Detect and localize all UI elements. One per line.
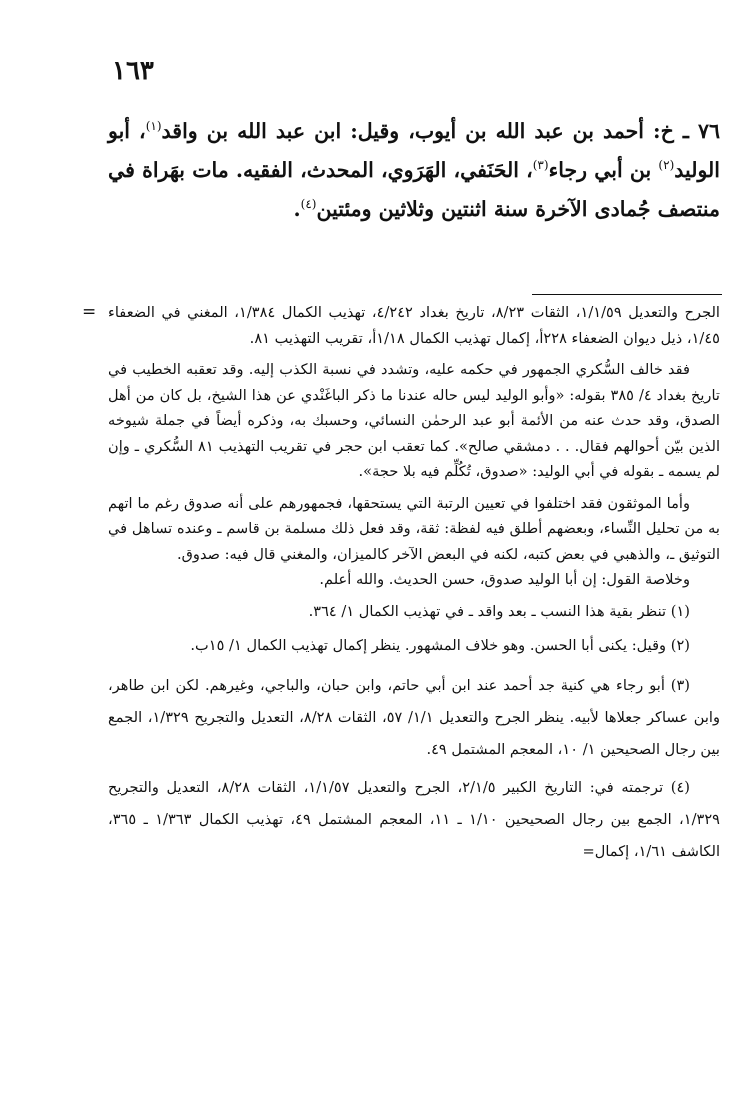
continuation-mark: = xyxy=(82,302,97,322)
entry-text-part-4: ، الحَنَفي، الهَرَوي، المحدث، الفقيه. مات بهَراة في منتصف جُمادى الآخرة سنة اثنتين وثلاثين ومئتين xyxy=(108,158,720,221)
footnote-ref-1[interactable]: (١) xyxy=(145,119,162,134)
footnote-paragraph-sukkari: فقد خالف السُّكري الجمهور في حكمه عليه، وتشدد في نسبة الكذب إليه. وقد تعقبه الخطيب في تاريخ بغداد ٤/ ٣٨٥ بقوله: «وأبو الوليد ليس حاله عندنا ما ذكر الباغَنْدي عن هذا الشيخ، بل كان من أهل الصدق، وقد حدث عنه من الأئمة أبو عبد الرحمٰن النسائي، وحسبك به، وذكره أيضاً في جملة شيوخه الذين بيّن أحوالهم فقال. . . دمشقي صالح». كما تعقب ابن حجر في تقريب التهذيب ٨١ السُّكري ـ وإن لم يسمه ـ بقوله في أبي الوليد: «صدوق، تُكُلِّم فيه بلا حجة». xyxy=(108,361,720,480)
biography-entry xyxy=(108,112,720,229)
entry-text-part-2: ، أبو الوليد xyxy=(108,119,720,182)
footnote-3: (٣) أبو رجاء هي كنية جد أحمد عند ابن أبي حاتم، وابن حبان، والباجي، وغيرهم. لكن ابن طاهر، وابن عساكر جعلاها لأبيه. ينظر الجرح والتعديل ١/١/ ٥٧، الثقات ٨/٢٨، التعديل والتجريح ١/٣٢٩، الجمع بين رجال الصحيحين ١/ ١٠، المعجم المشتمل ٤٩. xyxy=(108,677,721,758)
footnote-paragraph-muwaththiqun: وأما الموثقون فقد اختلفوا في تعيين الرتبة التي يستحقها، فجمهورهم على أنه صدوق رغم ما اتهم به من تحليل النِّساء، وبعضهم أطلق فيه لفظة: ثقة، وقد فعل ذلك مسلمة بن قاسم ـ وعنده تساهل في التوثيق ـ، والذهبي في بعض كتبه، لكنه في البعض الآخر كالميزان، والمغني قال فيه: صدوق. xyxy=(108,494,720,563)
page-number: ١٦٣ xyxy=(112,56,154,86)
entry-text-part-5: . xyxy=(293,197,301,221)
footnotes-section xyxy=(108,300,720,868)
footnote-ref-2[interactable]: (٢) xyxy=(658,158,675,173)
footnote-2: (٢) وقيل: يكنى أبا الحسن. وهو خلاف المشهور. ينظر إكمال تهذيب الكمال ١/ ١٥ب. xyxy=(190,637,690,654)
footnote-ref-4[interactable]: (٤) xyxy=(300,197,317,212)
footnote-conclusion: وخلاصة القول: إن أبا الوليد صدوق، حسن الحديث. والله أعلم. xyxy=(319,571,690,588)
entry-text-part-1: ٧٦ ـ خ: أحمد بن عبد الله بن أيوب، وقيل: ابن عبد الله بن واقد xyxy=(161,119,721,143)
entry-text-part-3: بن أبي رجاء xyxy=(548,158,659,182)
footnote-sources-continuation: الجرح والتعديل ١/١/٥٩، الثقات ٨/٢٣، تاريخ بغداد ٤/٢٤٢، تهذيب الكمال ١/٣٨٤، المغني في الضعفاء ١/٤٥، ذيل ديوان الضعفاء ٢٢٨أ، إكمال تهذيب الكمال ١/١٨أ، تقريب التهذيب ٨١. xyxy=(108,304,720,347)
footnote-divider xyxy=(532,294,722,295)
footnote-1: (١) تنظر بقية هذا النسب ـ بعد واقد ـ في تهذيب الكمال ١/ ٣٦٤. xyxy=(308,602,690,620)
footnote-4: (٤) ترجمته في: التاريخ الكبير ٢/١/٥، الجرح والتعديل ١/١/٥٧، الثقات ٨/٢٨، التعديل والتجريح ١/٣٢٩، الجمع بين رجال الصحيحين ١/١٠ ـ ١١، المعجم المشتمل ٤٩، تهذيب الكمال ١/٣٦٣ ـ ٣٦٥، الكاشف ١/٦١، إكمال= xyxy=(108,779,721,860)
footnote-ref-3[interactable]: (٣) xyxy=(532,158,549,173)
